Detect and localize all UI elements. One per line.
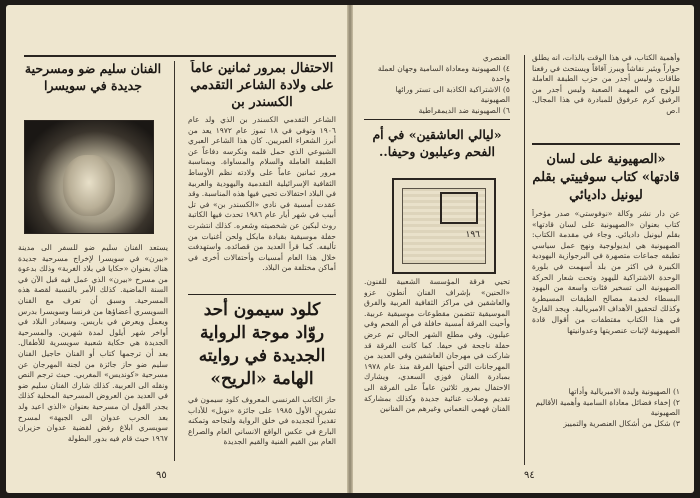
article-body-salim-daw: يستعد الفنان سليم ضو للسفر الى مدينة «بيرن» في سويسرا لإخراج مسرحية جديدة هناك بعنوان «حكايا في بلاد الغربة» وذلك بدعوة من مسرح «بيرن» الذي عمل فيه قبل الآن في السنة الماضية. كذلك الأمر بالنسبة لقصة هذه المسرحية. وسبق أن تعرف مع الفنان السويسري أعضاؤها من فرنسا وسويسرا بدرس ويعمل ويعرض في باريس. وسيغادر البلاد في أواخر شهر أيلول لمدة شهرين. والمسرحية الجديدة هي حكاية شعبية سويسرية للأطفال. بعد أن ترجمها كتاب أو الفنان حاجيل الفنان سليم ضو حاز جائزة من لجنة المهرجان عن مسرحية «كونديس» المغربي. حيث ترجم النص ونقله الى العربية. كذلك شارك الفنان سليم ضو في العديد من العروض المسرحية المحلية كذلك يجدر القول ان مسرحية بعنوان «الذي اعيد ولد بعد الحرب عدوان الى الجبهة» لمسرح سويسري ابلاغ رفض لقضية عدوان حزيران ١٩٦٧ حيث قام فيه بدور البطولة bbox=[18, 243, 168, 443]
concert-poster-image bbox=[392, 178, 496, 274]
page-number: ٩٥ bbox=[156, 470, 167, 481]
article-headline-alexander-penn: الاحتفال بمرور ثمانين عاماً على ولادة الشاعر التقدمي الكسندر بن bbox=[190, 61, 334, 110]
article-continuation-text: وأهمية الكتاب، في هذا الوقت بالذات، انه يطلق حواراً ويثير نقاشاً ويبرز آفاقاً ويستحث في رفعنا طاقات. وليس أجدر من حزب الطبقة العاملة للولوج في المهمة الصعبة وليس أجدر من الرفيق كرم عرفوق للمبادرة في هذا المجال. ا.ص bbox=[532, 53, 680, 115]
top-rule bbox=[24, 55, 336, 57]
article-body-claude-simon: حاز الكاتب الفرنسي المعروف كلود سيمون في تشرين الأول ١٩٨٥ على جائزة «نوبل» للأداب تقديراً لتجديده في خلق الرواية ولنجاحه وتمكنه البارع في عكس الواقع الانساني العام والصراع العام بين القيم الفنية والقيم الجديدة bbox=[188, 395, 336, 447]
divider bbox=[364, 119, 510, 120]
left-page-left-column-body bbox=[18, 243, 168, 461]
article-headline-zionism-book: «الصهيونية على لسان قادتها» كتاب سوفييتي بقلم ليونيل داديائي bbox=[532, 152, 680, 203]
poster-number: ١٩٦ bbox=[465, 230, 480, 240]
page-number: ٩٤ bbox=[524, 470, 535, 481]
divider bbox=[188, 294, 336, 295]
right-page bbox=[352, 5, 694, 493]
poster-logo-mark bbox=[440, 192, 478, 224]
article-headline-claude-simon: كلود سيمون أحد روّاد موجة الرواية الجديدة في روايته الهامة «الريح» bbox=[198, 300, 326, 389]
divider bbox=[532, 143, 680, 145]
column-divider bbox=[524, 55, 525, 465]
article-headline-layali-al-ashiqin: «ليالي العاشقين» في أم الفحم وعيلبون وحيفا.. bbox=[372, 127, 502, 159]
column-divider bbox=[174, 61, 175, 461]
numbered-list-continued: العنصري ٤) الصهيونية ومعاداة السامية وجهان لعملة واحدة ٥) الاشتراكية الكاذبة الى تستر ورائها الصهيونية ٦) الصهيونية ضد الديمقراطية bbox=[377, 53, 510, 115]
face-shape bbox=[63, 155, 114, 217]
article-body-alexander-penn: الشاعر التقدمي الكسندر بن الذي ولد عام ١٩٠٦ وتوفي في ١٨ تموز عام ١٩٧٢ يعد من أبرز الشعراء العبريين. كان هذا الشاعر العبري الشيوعي الذي حمل قلمه ونكرسه دفاعاً عن الطبقة العاملة والسلام والمساواة. وبمناسبة مرور ثمانين عاماً على ولادته نظم الأوساط الثقافية الإسرائيلية التقدمية واليهودية والعربية في البلاد احتفالات تحيي فيها هذه المناسبة. وقد عقدت أمسية في نادي «الكسندر بن» في تل أبيب في شهر أيار عام ١٩٨٦ تحدث فيها الكاتبة روث لبكين عن شخصيته وشعره. كذلك انتشرت حفلة موسيقية بقيادة مايكل ولحن أغنيات من تأليفه. كما قرأ العديد من قصائده. واستهدفت خلال هذا العام أمسيات وأحتفالات أخرى في أماكن مختلفة من البلاد. bbox=[188, 115, 336, 273]
left-page bbox=[6, 5, 348, 493]
magazine-spread bbox=[6, 5, 694, 493]
portrait-photo bbox=[24, 120, 154, 234]
article-body-layali-al-ashiqin: تحيي فرقة المؤسسة الشعبية للفنون. «الحنين» بإشراف الفنان أنطون عزو والعاشقين في مراكز الثقافية العربية والفرق الموسيقية تتضمن مقطوعات موسيقية عربية. وأحيت الفرقة أمسية حافلة في أم الفحم وفي عيلبون. وفي مطلع الشهر الحالي تم عرض حفلة ناجحة في حيفا. كما كانت الفرقة قد شاركت في مهرجان العاشقين وفي العديد من المهرجانات التي أحيتها الفرقة منذ عام ١٩٧٨ بمبادرة الفنان فوزي السعدي، ويشارك الاحتفال بمرور ثلاثين عاماً على الفرقة الى تقديم وصلات غنائية جديدة وكذلك بمشاركة الفنان فهمي النعماني وغيرهم من الفنانين bbox=[364, 277, 510, 414]
right-page-right-column bbox=[532, 53, 680, 465]
numbered-list: ١) الصهيونية وليدة الامبريالية وأداتها ٢) إخفاء فضائل معاداة السامية وأهمية الأقاليم الصهيونية ٣) شكل من أشكال العنصرية والتمييز bbox=[535, 387, 680, 428]
left-page-right-column bbox=[188, 60, 336, 470]
article-body-zionism-book: عن دار نشر وكالة «نوفوستي» صدر مؤخراً كتاب بعنوان «الصهيونية على لسان قادتها» بقلم ليونيل داديائي. وجاء في مقدمة الكتاب: الصهيونية هي ايديولوجية ونهج عمل سياسي تطبقه جماعات متصهرة في البرجوازية اليهودية الكبيرة في اكثر من بلد أسهمت في بلورة الوحدة الاشتراكية لليهود وتحت شعار الحركة الصهيونية الى تسخير فئات واسعة من اليهود البسطاء لخدمة مصالح الطبقات المسيطرة وكذلك لتحقيق الأهداف الامبريالية. ويجد القارئ في هذا الكتاب مقتطفات من أقوال قادة الصهيونية لإثبات عنصريتها وعدوانيتها bbox=[532, 209, 680, 335]
article-headline-salim-daw: الفنان سليم ضو ومسرحية جديدة في سويسرا bbox=[24, 61, 162, 93]
right-page-left-column-body bbox=[364, 277, 510, 465]
